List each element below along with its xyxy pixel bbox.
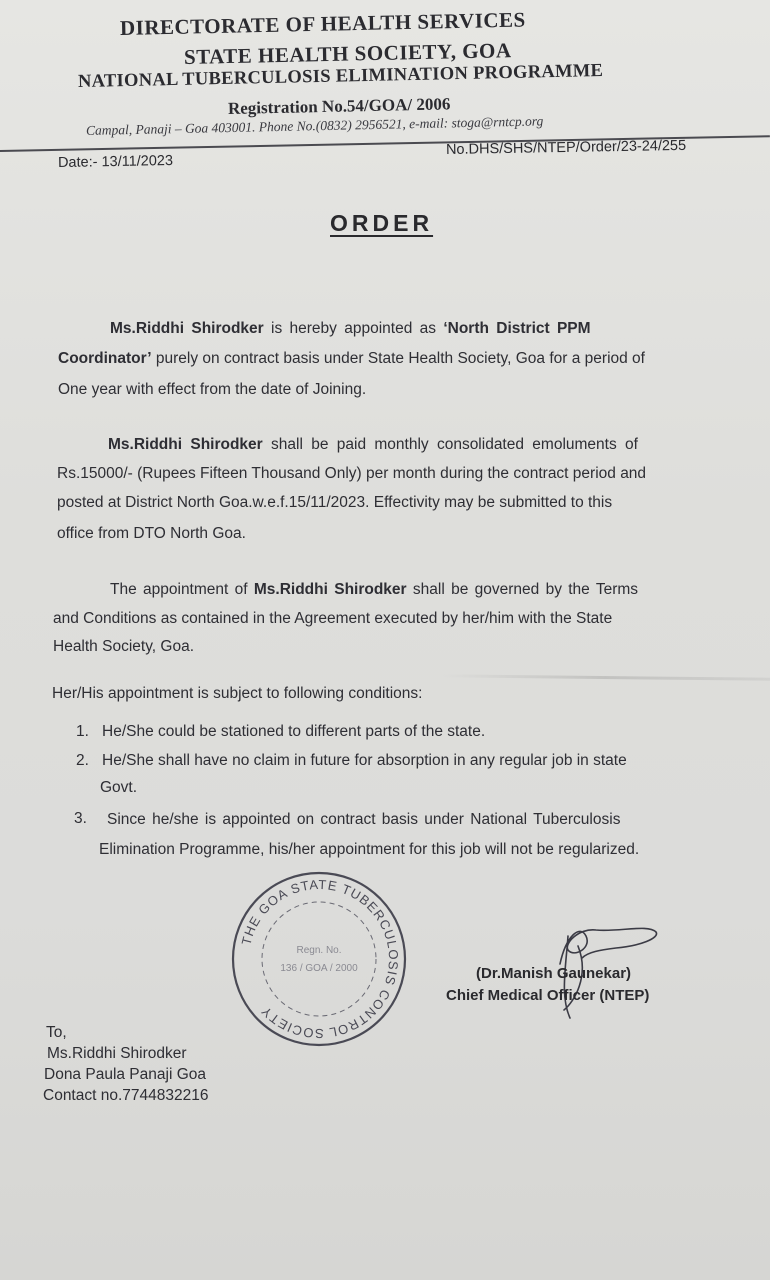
para2-line1: Ms.Riddhi Shirodker shall be paid monthly consolidated emoluments of: [108, 436, 638, 453]
appointee-name: Ms.Riddhi Shirodker: [108, 436, 263, 453]
header-programme: NATIONAL TUBERCULOSIS ELIMINATION PROGRAMME: [77, 61, 604, 92]
signatory-title: Chief Medical Officer (NTEP): [446, 987, 650, 1004]
para2-line3: posted at District North Goa.w.e.f.15/11/2023. Effectivity may be submitted to this: [57, 494, 613, 511]
condition-number: 2.: [76, 752, 89, 769]
para3-line2: and Conditions as contained in the Agreement executed by her/him with the State: [53, 610, 613, 627]
para1-line3: One year with effect from the date of Joining.: [58, 381, 367, 398]
appointee-name: Ms.Riddhi Shirodker: [253, 581, 407, 598]
order-number: No.DHS/SHS/NTEP/Order/23-24/255: [445, 137, 687, 158]
condition-number: 1.: [76, 723, 89, 740]
condition-3-cont: Elimination Programme, his/her appointment for this job will not be regularized.: [99, 841, 640, 858]
page-title: ORDER: [330, 210, 434, 236]
paper-fold: [440, 674, 770, 680]
header-directorate: DIRECTORATE OF HEALTH SERVICES: [119, 7, 526, 40]
recipient-contact: Contact no.7744832216: [43, 1087, 209, 1104]
recipient-name: Ms.Riddhi Shirodker: [47, 1045, 187, 1062]
para3-line3: Health Society, Goa.: [53, 638, 195, 655]
condition-2: He/She shall have no claim in future for absorption in any regular job in state: [102, 752, 627, 769]
para1-line1: Ms.Riddhi Shirodker is hereby appointed as ‘North District PPM: [110, 320, 591, 337]
para2-line2: Rs.15000/- (Rupees Fifteen Thousand Only) per month during the contract period and: [57, 465, 647, 482]
role-title: ‘North District PPM: [443, 320, 591, 337]
recipient-address: Dona Paula Panaji Goa: [44, 1066, 207, 1083]
condition-1: He/She could be stationed to different parts of the state.: [102, 723, 486, 740]
condition-number: 3.: [74, 810, 87, 827]
para1-line2: Coordinator’ purely on contract basis under State Health Society, Goa for a period of: [58, 350, 645, 367]
order-date: Date:- 13/11/2023: [57, 152, 174, 171]
seal-regn-label: Regn. No.: [296, 945, 342, 956]
header-registration: Registration No.54/GOA/ 2006: [227, 94, 451, 118]
condition-3: Since he/she is appointed on contract basis under National Tuberculosis: [107, 811, 621, 828]
header-address: Campal, Panaji – Goa 403001. Phone No.(0832) 2956521, e-mail: stoga@rntcp.org: [85, 113, 544, 138]
condition-2-cont: Govt.: [100, 779, 138, 796]
seal-outer-text: THE GOA STATE TUBERCULOSIS CONTROL SOCIETY: [238, 876, 402, 1042]
conditions-intro: Her/His appointment is subject to following conditions:: [52, 685, 423, 702]
appointee-name: Ms.Riddhi Shirodker: [110, 320, 264, 337]
para3-line1: The appointment of Ms.Riddhi Shirodker shall be governed by the Terms: [110, 581, 639, 598]
official-seal: [224, 864, 414, 1054]
seal-regn-number: 136 / GOA / 2000: [280, 963, 358, 974]
signatory-name: (Dr.Manish Gaunekar): [476, 965, 632, 982]
recipient-to: To,: [46, 1024, 67, 1041]
role-title-cont: Coordinator’: [58, 350, 152, 367]
para2-line4: office from DTO North Goa.: [57, 525, 246, 542]
header-society: STATE HEALTH SOCIETY, GOA: [183, 38, 512, 69]
